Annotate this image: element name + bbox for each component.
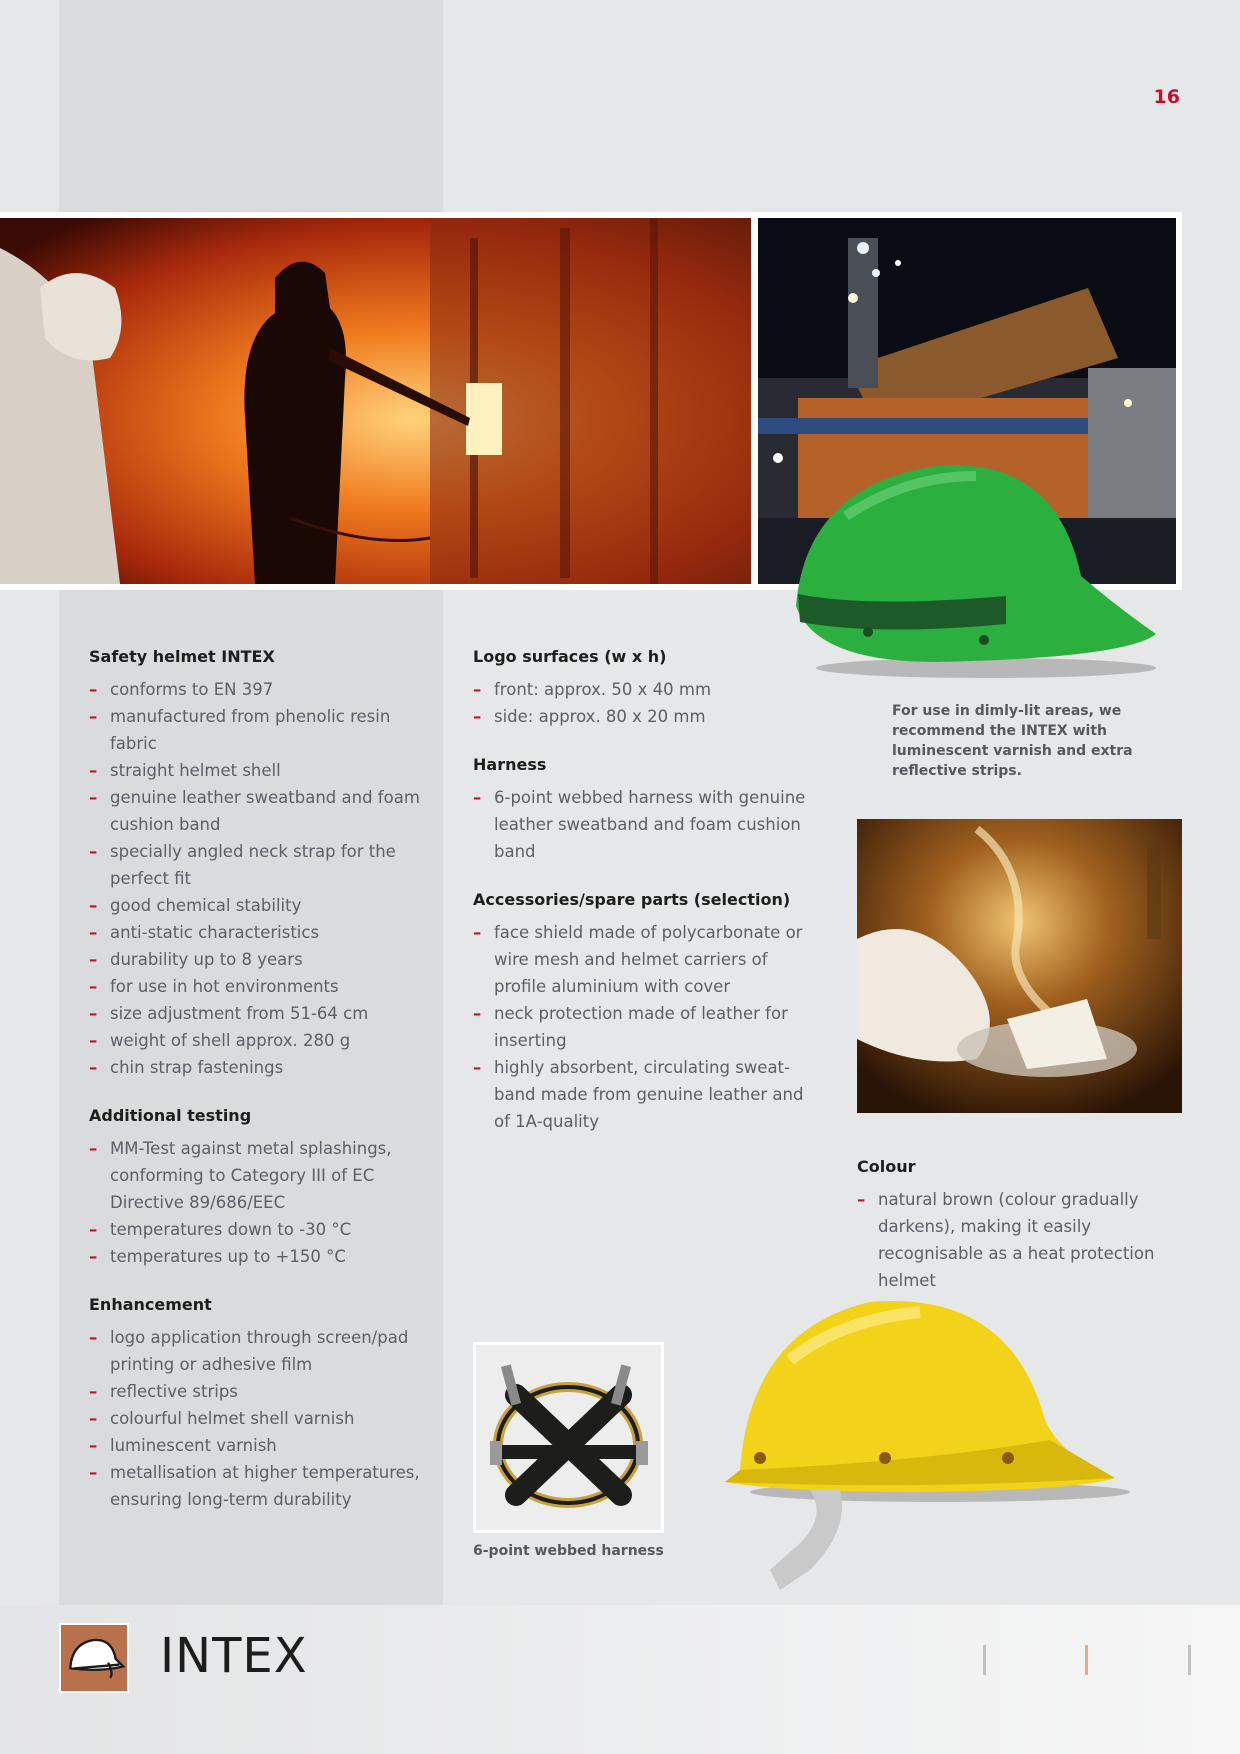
colour-section (857, 1154, 1187, 1294)
list-item: – 6-point webbed harness with genuine leather sweatband and foam cushion band (473, 784, 813, 865)
helmet-logo-icon (59, 1623, 129, 1693)
luminescent-caption: For use in dimly-lit areas, we recommend the INTEX with luminescent varnish and extra reflective strips. (892, 703, 1133, 779)
section-heading: Enhancement (89, 1295, 212, 1314)
logo-surfaces-section (473, 644, 813, 730)
list-item: – good chemical stability (89, 892, 429, 919)
list-item: – weight of shell approx. 280 g (89, 1027, 429, 1054)
list-item: – highly absorbent, circulating sweat-band made from genuine leather and of 1A-quality (473, 1054, 813, 1135)
harness-caption: 6-point webbed harness (473, 1543, 664, 1559)
section-heading: Safety helmet INTEX (89, 647, 275, 666)
page-number: 16 (1153, 86, 1180, 108)
list-item: – for use in hot environments (89, 973, 429, 1000)
yellow-helmet-image (720, 1290, 1140, 1590)
additional-testing-list (89, 1135, 429, 1270)
section-heading: Additional testing (89, 1106, 252, 1125)
footer-tick (1085, 1645, 1088, 1675)
enhancement-section (89, 1292, 429, 1513)
accessories-list (473, 919, 813, 1135)
list-item: – face shield made of polycarbonate or wire mesh and helmet carriers of profile aluminium with cover (473, 919, 813, 1000)
helmet-features-list (89, 676, 429, 1081)
list-item: – durability up to 8 years (89, 946, 429, 973)
list-item: – specially angled neck strap for the perfect fit (89, 838, 429, 892)
list-item: – temperatures up to +150 °C (89, 1243, 429, 1270)
harness-list (473, 784, 813, 865)
section-heading: Colour (857, 1157, 916, 1176)
list-item: – side: approx. 80 x 20 mm (473, 703, 813, 730)
green-helmet-image (786, 446, 1166, 686)
list-item: – colourful helmet shell varnish (89, 1405, 429, 1432)
list-item: – natural brown (colour gradually darkens), making it easily recognisable as a heat protection helmet (857, 1186, 1187, 1294)
section-heading: Logo surfaces (w x h) (473, 647, 667, 666)
list-item: – manufactured from phenolic resin fabric (89, 703, 429, 757)
harness-section (473, 752, 813, 865)
section-heading: Harness (473, 755, 547, 774)
foundry-workers-photo (0, 218, 751, 584)
logo-surfaces-list (473, 676, 813, 730)
list-item: – size adjustment from 51-64 cm (89, 1000, 429, 1027)
list-item: – conforms to EN 397 (89, 676, 429, 703)
helmet-features-section (89, 644, 429, 1081)
list-item: – luminescent varnish (89, 1432, 429, 1459)
footer-tick (983, 1645, 986, 1675)
list-item: – chin strap fastenings (89, 1054, 429, 1081)
section-heading: Accessories/spare parts (selection) (473, 890, 791, 909)
list-item: – genuine leather sweatband and foam cushion band (89, 784, 429, 838)
harness-photo (476, 1345, 661, 1530)
list-item: – anti-static characteristics (89, 919, 429, 946)
list-item: – MM-Test against metal splashings, conforming to Category III of EC Directive 89/686/EEC (89, 1135, 429, 1216)
accessories-section (473, 887, 813, 1135)
footer-tick (1188, 1645, 1191, 1675)
enhancement-list (89, 1324, 429, 1513)
colour-list (857, 1186, 1187, 1294)
brand-name: INTEX (160, 1628, 308, 1684)
list-item: – metallisation at higher temperatures, ensuring long-term durability (89, 1459, 429, 1513)
list-item: – temperatures down to -30 °C (89, 1216, 429, 1243)
molten-metal-photo (857, 819, 1182, 1113)
list-item: – front: approx. 50 x 40 mm (473, 676, 813, 703)
additional-testing-section (89, 1103, 429, 1270)
list-item: – straight helmet shell (89, 757, 429, 784)
list-item: – reflective strips (89, 1378, 429, 1405)
list-item: – neck protection made of leather for inserting (473, 1000, 813, 1054)
list-item: – logo application through screen/pad printing or adhesive film (89, 1324, 429, 1378)
